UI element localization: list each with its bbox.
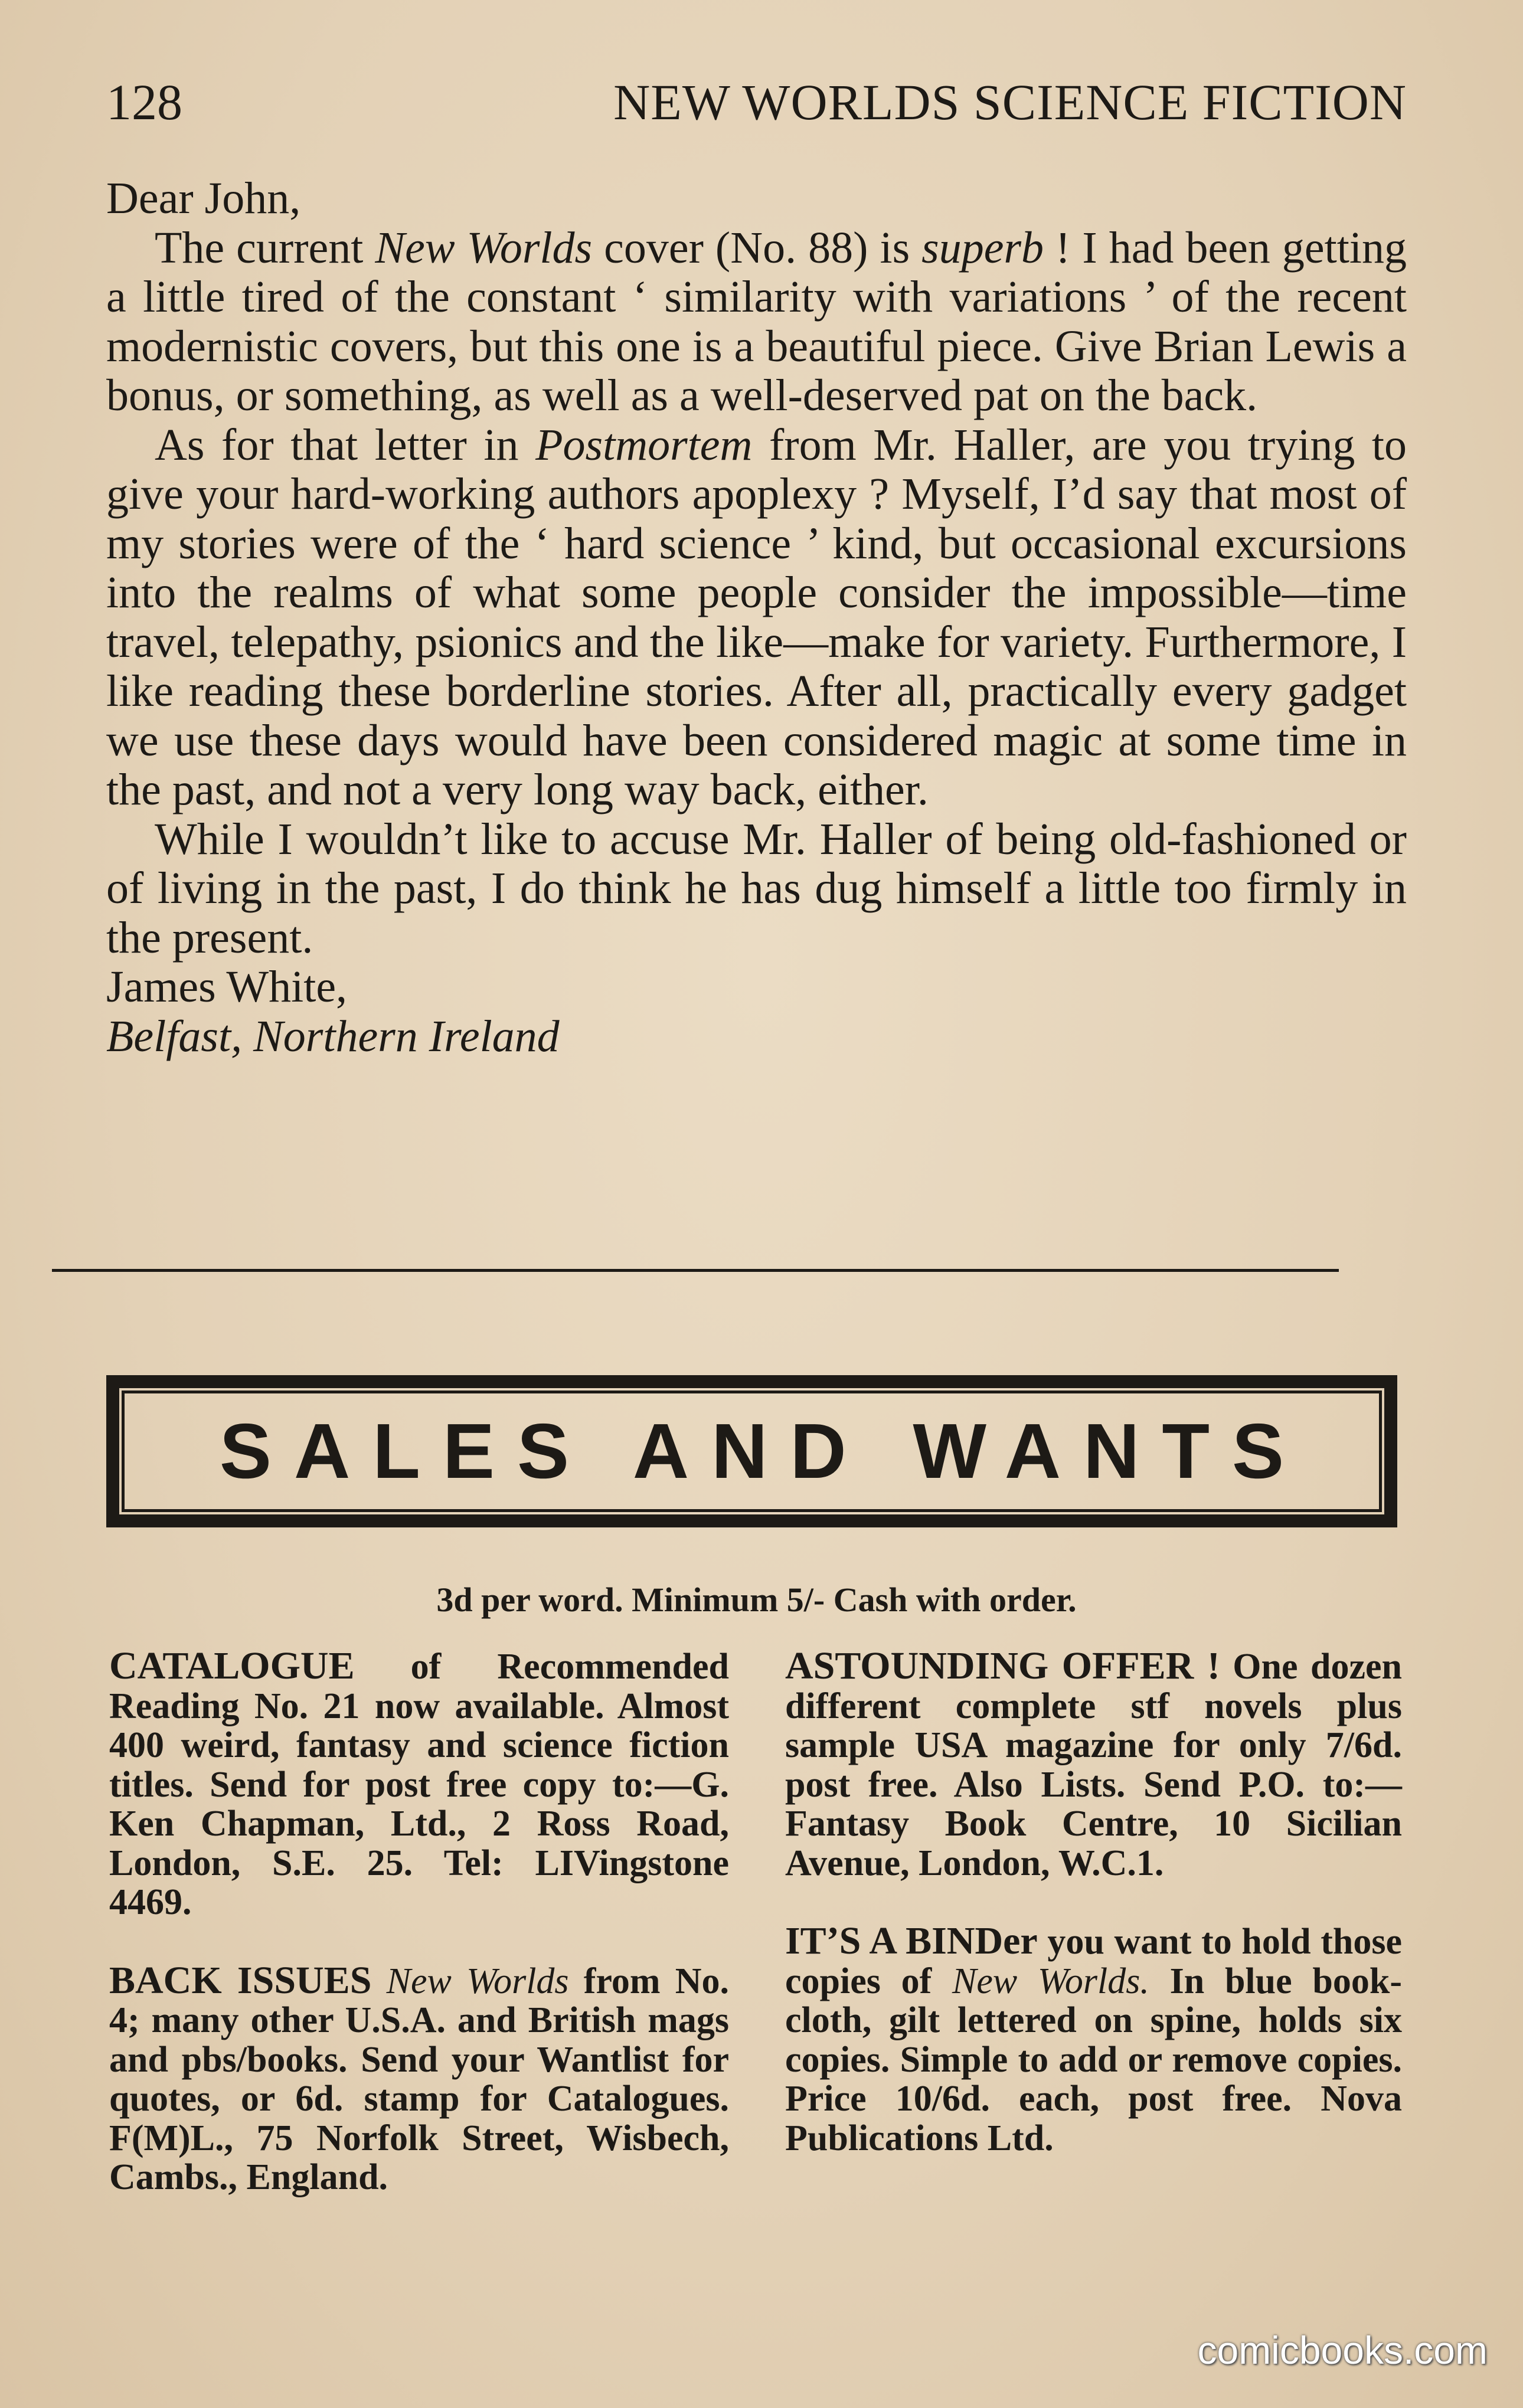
- column-title: Postmortem: [535, 420, 753, 470]
- letter-salutation: Dear John,: [106, 174, 301, 223]
- letter: [106, 174, 1407, 1061]
- page-number: 128: [106, 74, 182, 130]
- text-run: ! I had been getting a little tired of the constant ‘ similarity with variations ’ of the recent modernistic covers, but this one is a beautiful piece. Give Brian Lewis a bonus, or something, as well as a well-deserved pat on the back.: [106, 223, 1407, 420]
- magazine-title: New Worlds.: [952, 1961, 1149, 2001]
- ad-rate-line: 3d per word. Minimum 5/- Cash with order.: [436, 1581, 1077, 1619]
- ad-lead: CATALOGUE: [109, 1644, 355, 1687]
- signature-city: Belfast: [106, 1011, 231, 1061]
- text-run: cover (No. 88) is: [592, 223, 922, 273]
- letter-paragraph-3: While I wouldn’t like to accuse Mr. Haller of being old-fashioned or of living in the past, I do think he has dug himself a little too firmly in the present.: [106, 814, 1407, 963]
- letter-paragraph-1: [106, 224, 1407, 421]
- text-run: from Mr. Haller, are you trying to give your hard-working authors apoplexy ? Myself, I’d say that most of my stories were of the ‘ hard science ’ kind, but occasional excursions into the realms of what some people consider the impossible—time travel, telepathy, psionics and the like—make for variety. Furthermore, I like reading these borderline stories. After all, practically every gadget we use these days would have been considered magic at some time in the past, and not a very long way back, either.: [106, 420, 1407, 814]
- ad-back-issues: [109, 1958, 730, 2197]
- watermark: comicbooks.com: [1197, 2328, 1488, 2372]
- magazine-title: New Worlds: [371, 1961, 569, 2001]
- section-divider: [52, 1269, 1339, 1272]
- ad-text: One dozen different complete stf novels plus sample USA magazine for only 7/6d. post free. Also Lists. Send P.O. to:— Fantasy Book Centre, 10 Sicilian Avenue, London, W.C.1.: [785, 1647, 1402, 1883]
- ads-column-right: [785, 1644, 1403, 2158]
- ad-text: you want to hold those copies of: [785, 1922, 1403, 2001]
- ad-lead: IT’S A BINDer: [785, 1919, 1038, 1962]
- sales-and-wants-title: SALES AND WANTS: [219, 1408, 1307, 1494]
- sales-and-wants-header-box: [106, 1375, 1397, 1527]
- ad-text: In blue book-cloth, gilt lettered on spine, holds six copies. Simple to add or remove copies. Price 10/6d. each, post free. Nova Publications Ltd.: [785, 1961, 1402, 2158]
- ad-astounding-offer: [785, 1644, 1402, 1883]
- ad-lead: ASTOUNDING OFFER !: [785, 1644, 1220, 1687]
- text-run: The current: [155, 223, 375, 273]
- letter-paragraph-2: [106, 421, 1407, 815]
- magazine-title: New Worlds: [375, 223, 593, 273]
- signature-region: , Northern Ireland: [231, 1011, 560, 1061]
- ad-text: of Recommended Reading No. 21 now available. Almost 400 weird, fantasy and science fiction titles. Send for post free copy to:—G. Ken Chapman, Ltd., 2 Ross Road, London, S.E. 25. Tel: LIVingstone 4469.: [109, 1647, 729, 1922]
- running-head: NEW WORLDS SCIENCE FICTION: [613, 74, 1407, 130]
- ad-catalogue: [109, 1644, 729, 1922]
- ad-text: from No. 4; many other U.S.A. and British mags and pbs/books. Send your Wantlist for quotes, or 6d. stamp for Catalogues. F(M)L., 75 Norfolk Street, Wisbech, Cambs., England.: [109, 1961, 730, 2197]
- signature-place: [106, 1012, 1407, 1062]
- ads-column-left: [109, 1644, 730, 2197]
- text-run: As for that letter in: [155, 420, 536, 470]
- ad-lead: BACK ISSUES: [109, 1958, 372, 2002]
- signature-name: James White,: [106, 962, 348, 1012]
- emphasis: superb: [921, 223, 1044, 273]
- ad-binder: [785, 1919, 1403, 2158]
